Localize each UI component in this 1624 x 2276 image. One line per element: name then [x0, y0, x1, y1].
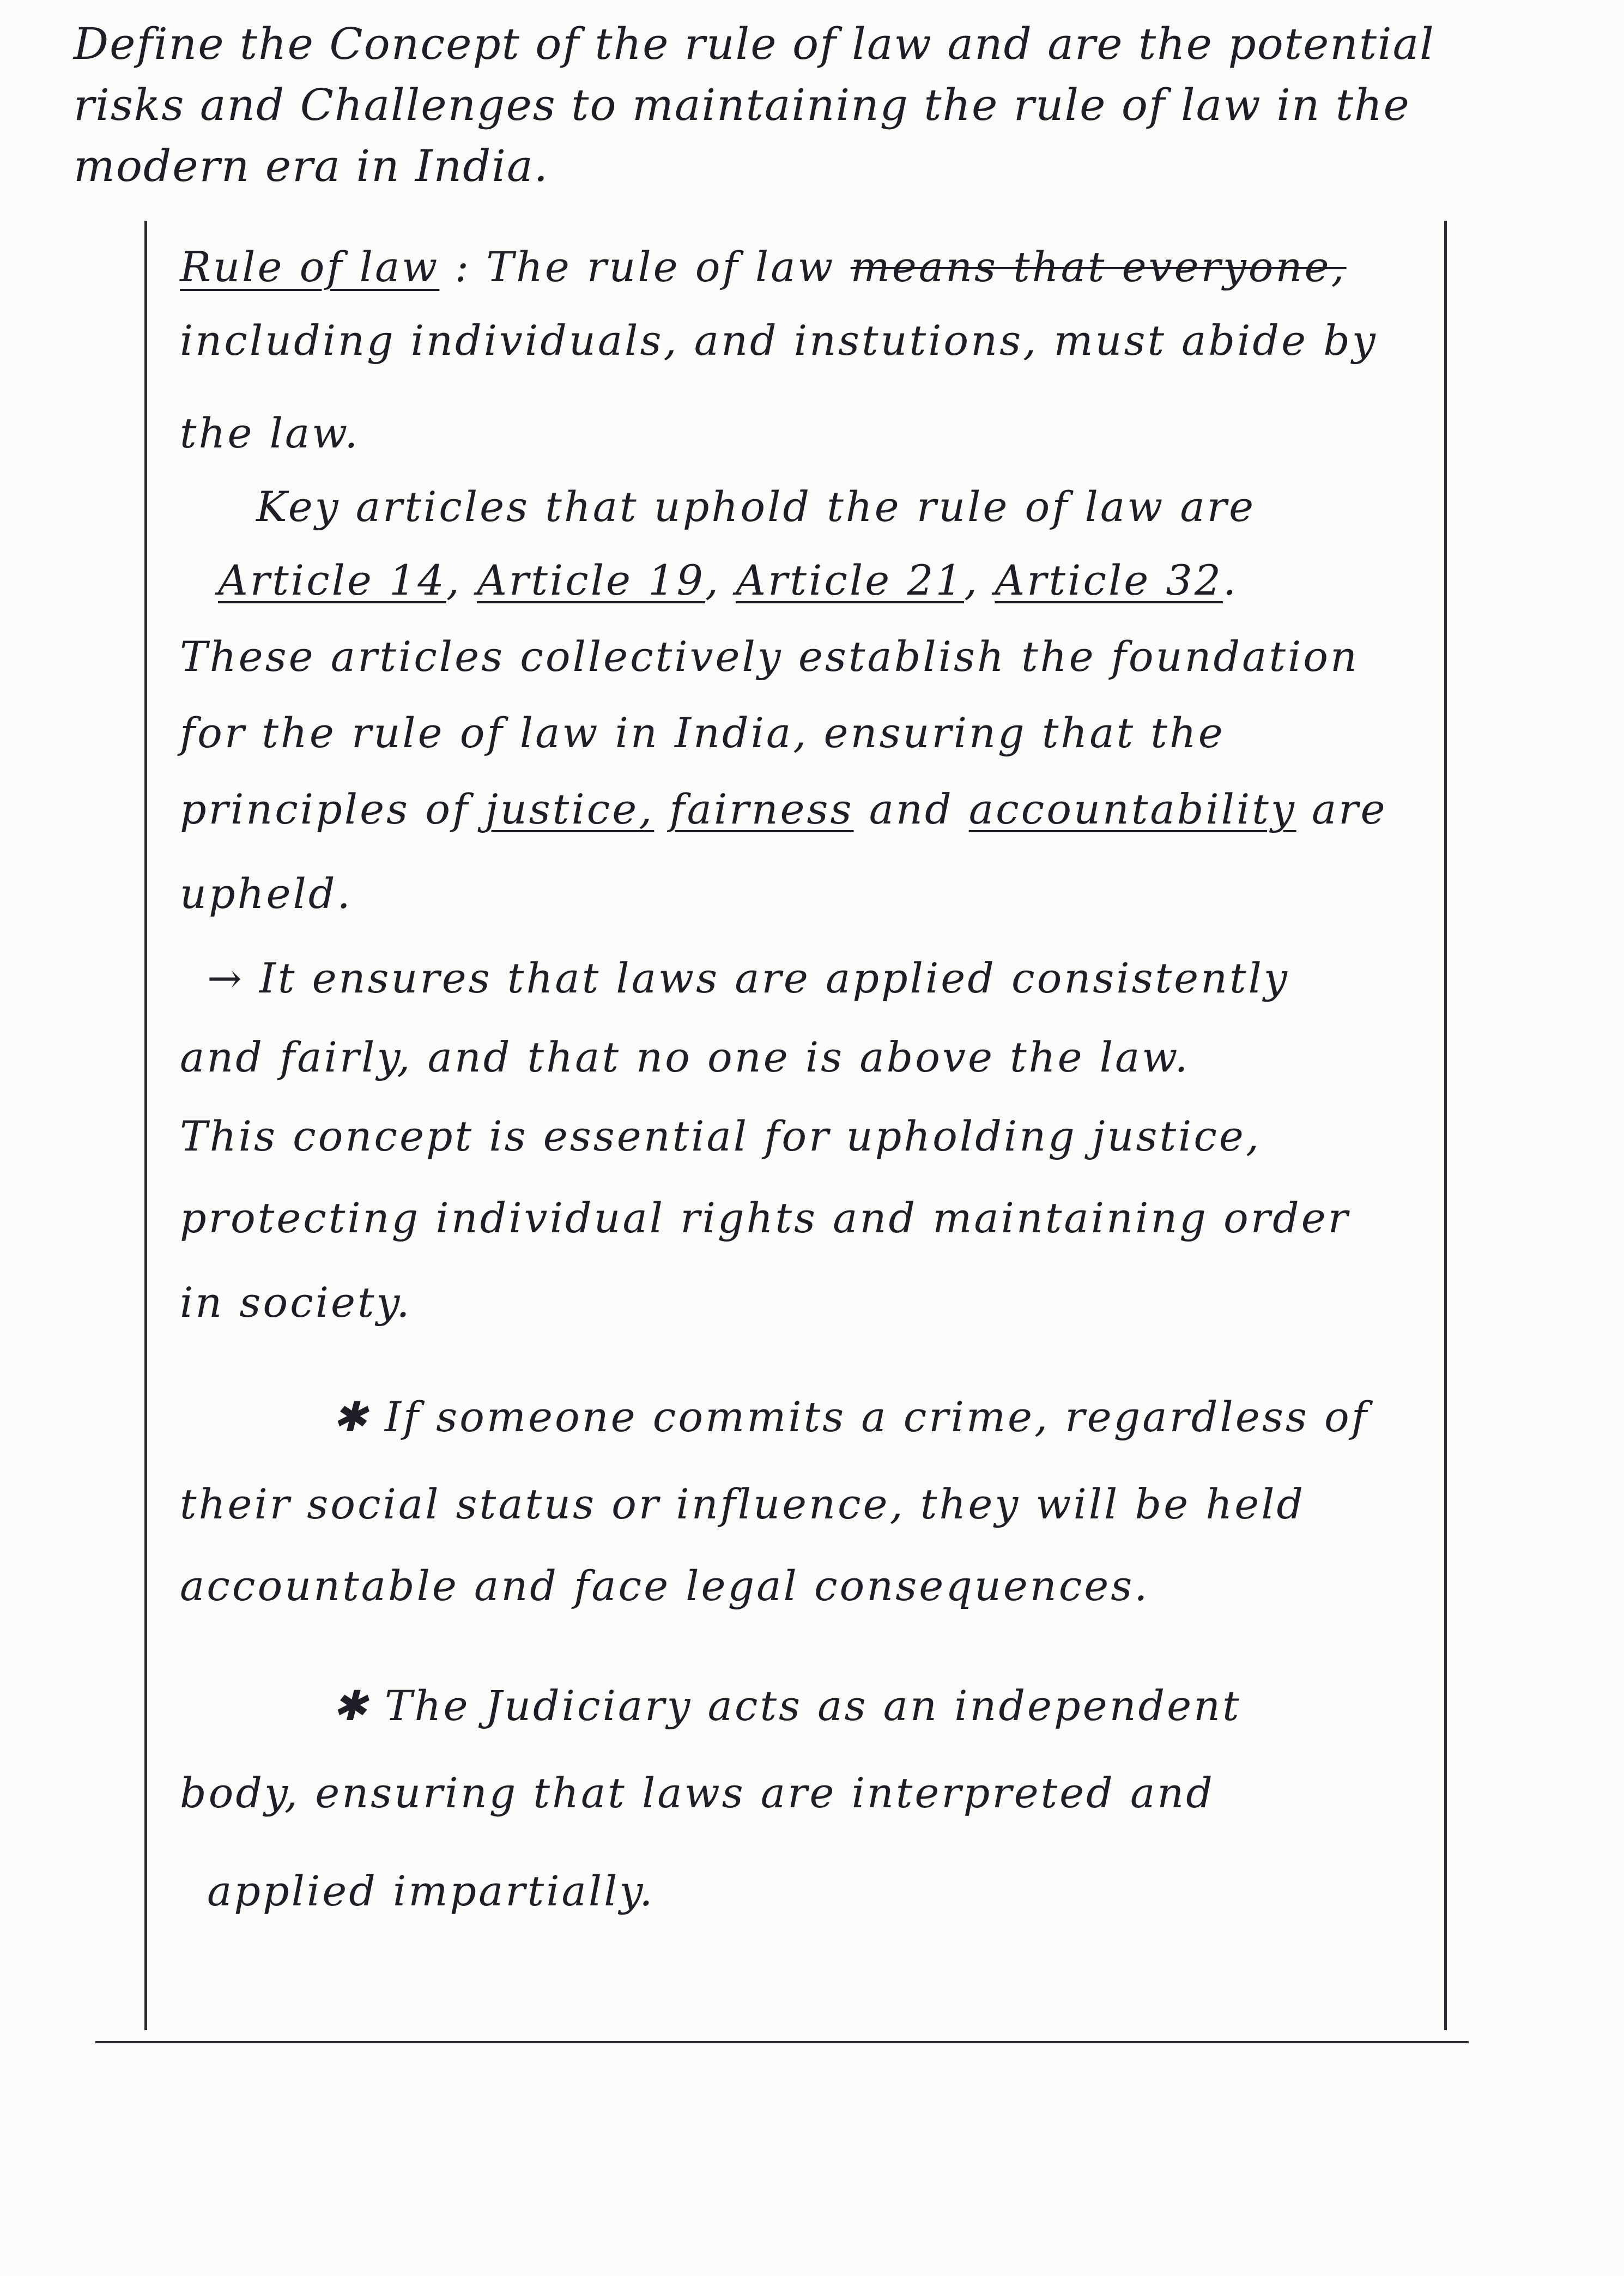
- ensures-line-1: [207, 951, 1482, 1006]
- articles-line-5-a: principles of: [180, 785, 470, 833]
- ensures-line-2: and fairly, and that no one is above the law.: [180, 1033, 1190, 1081]
- star-bullet-icon: ✱: [332, 1681, 369, 1730]
- articles-list: Article 14, Article 19, Article 21, Article 32.: [218, 556, 1239, 604]
- judiciary-line-2: body, ensuring that laws are interpreted and: [180, 1769, 1215, 1817]
- definition-text: The rule of law: [486, 243, 835, 291]
- ensures-line-3: This concept is essential for upholding justice,: [180, 1112, 1262, 1160]
- articles-line-5: [180, 782, 1455, 837]
- crime-line-1: [332, 1390, 1608, 1444]
- star-bullet-icon: ✱: [332, 1393, 369, 1441]
- ensures-line-4: protecting individual rights and maintaining order: [180, 1194, 1350, 1242]
- article-19: Article 19: [477, 556, 705, 604]
- definition-line-1: [180, 240, 1455, 294]
- article-32: Article 32: [995, 556, 1223, 604]
- ensures-text-1: It ensures that laws are applied consistently: [259, 954, 1289, 1002]
- article-14: Article 14: [218, 556, 446, 604]
- crime-text-1: If someone commits a crime, regardless of: [384, 1393, 1369, 1441]
- crime-line-3: accountable and face legal consequences.: [180, 1561, 1150, 1610]
- justice-word: justice,: [485, 785, 655, 833]
- bottom-rule: [95, 2041, 1469, 2043]
- definition-line-2: including individuals, and instutions, must abide by: [180, 316, 1378, 365]
- articles-line-5-c: are: [1311, 785, 1387, 833]
- judiciary-line-1: [332, 1679, 1608, 1733]
- articles-line-6: upheld.: [180, 869, 353, 918]
- definition-struck-text: means that everyone,: [850, 243, 1347, 291]
- articles-intro: Key articles that uphold the rule of law are: [256, 482, 1256, 531]
- definition-term: Rule of law: [180, 243, 440, 291]
- articles-line-3: These articles collectively establish the foundation: [180, 632, 1359, 681]
- judiciary-text-1: The Judiciary acts as an independent: [384, 1681, 1241, 1730]
- question-text: Define the Concept of the rule of law and are the potential risks and Challenges to maintaining the rule of law in the modern era in India.: [74, 19, 1435, 191]
- arrow-icon: →: [207, 954, 244, 1002]
- fairness-word: fairness: [669, 785, 854, 833]
- accountability-word: accountability: [968, 785, 1296, 833]
- articles-line-4: for the rule of law in India, ensuring that the: [180, 709, 1225, 757]
- articles-line-5-b: and: [869, 785, 954, 833]
- definition-separator: :: [455, 243, 471, 291]
- article-21: Article 21: [736, 556, 964, 604]
- definition-line-3: the law.: [180, 409, 360, 457]
- judiciary-line-3: applied impartially.: [207, 1867, 655, 1915]
- ensures-line-5: in society.: [180, 1278, 412, 1327]
- crime-line-2: their social status or influence, they will be held: [180, 1480, 1306, 1528]
